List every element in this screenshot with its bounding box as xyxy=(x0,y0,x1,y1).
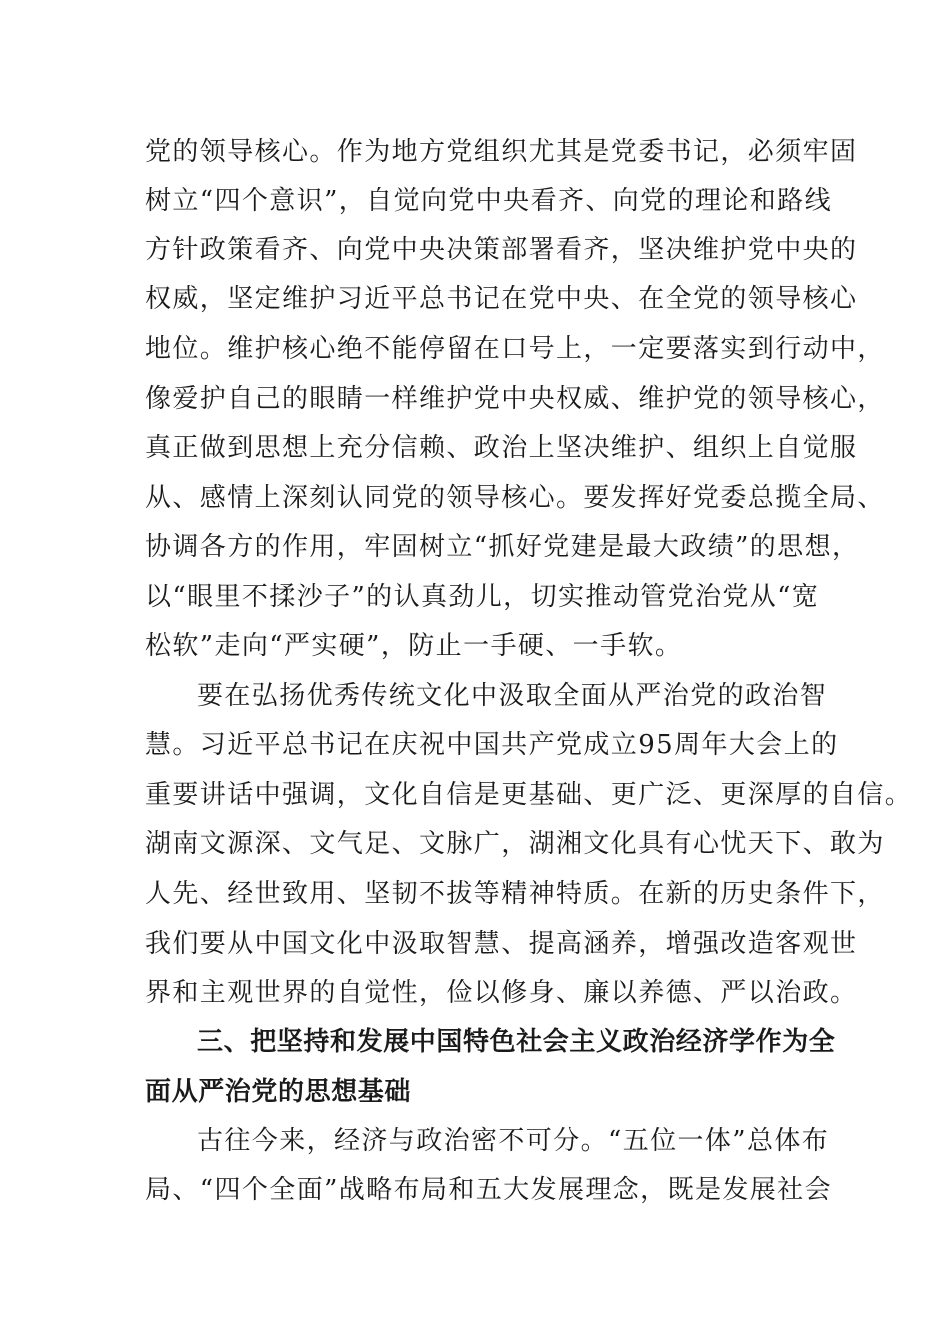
text-line: 党的领导核心。作为地方党组织尤其是党委书记，必须牢固 xyxy=(145,137,858,167)
text-line: 湖南文源深、文气足、文脉广，湖湘文化具有心忧天下、敢为 xyxy=(145,829,885,859)
heading-line: 三、把坚持和发展中国特色社会主义政治经济学作为全 xyxy=(197,1027,836,1057)
text-line: 重要讲话中强调，文化自信是更基础、更广泛、更深厚的自信。 xyxy=(145,780,913,810)
text-line: 真正做到思想上充分信赖、政治上坚决维护、组织上自觉服 xyxy=(145,433,858,463)
text-line: 我们要从中国文化中汲取智慧、提高涵养，增强改造客观世 xyxy=(145,929,858,959)
text-line: 树立“四个意识”，自觉向党中央看齐、向党的理论和路线 xyxy=(145,186,832,216)
heading-line: 面从严治党的思想基础 xyxy=(145,1077,412,1107)
text-line: 权威，坚定维护习近平总书记在党中央、在全党的领导核心 xyxy=(145,284,858,314)
text-line: 古往今来，经济与政治密不可分。“五位一体”总体布 xyxy=(197,1126,830,1156)
text-line: 以“眼里不揉沙子”的认真劲儿，切实推动管党治党从“宽 xyxy=(145,582,820,612)
text-line: 地位。维护核心绝不能停留在口号上，一定要落实到行动中， xyxy=(145,334,885,364)
text-line: 界和主观世界的自觉性，俭以修身、廉以养德、严以治政。 xyxy=(145,978,858,1008)
text-line: 人先、经世致用、坚韧不拔等精神特质。在新的历史条件下， xyxy=(145,879,885,909)
text-line: 要在弘扬优秀传统文化中汲取全面从严治党的政治智 xyxy=(197,681,828,711)
text-line: 松软”走向“严实硬”，防止一手硬、一手软。 xyxy=(145,631,683,661)
text-line: 从、感情上深刻认同党的领导核心。要发挥好党委总揽全局、 xyxy=(145,483,885,513)
text-line: 局、“四个全面”战略布局和五大发展理念，既是发展社会 xyxy=(145,1175,832,1205)
text-line: 像爱护自己的眼睛一样维护党中央权威、维护党的领导核心， xyxy=(145,384,885,414)
text-line: 慧。习近平总书记在庆祝中国共产党成立95周年大会上的 xyxy=(145,730,839,760)
text-line: 方针政策看齐、向党中央决策部署看齐，坚决维护党中央的 xyxy=(145,235,858,265)
text-line: 协调各方的作用，牢固树立“抓好党建是最大政绩”的思想， xyxy=(145,532,860,562)
